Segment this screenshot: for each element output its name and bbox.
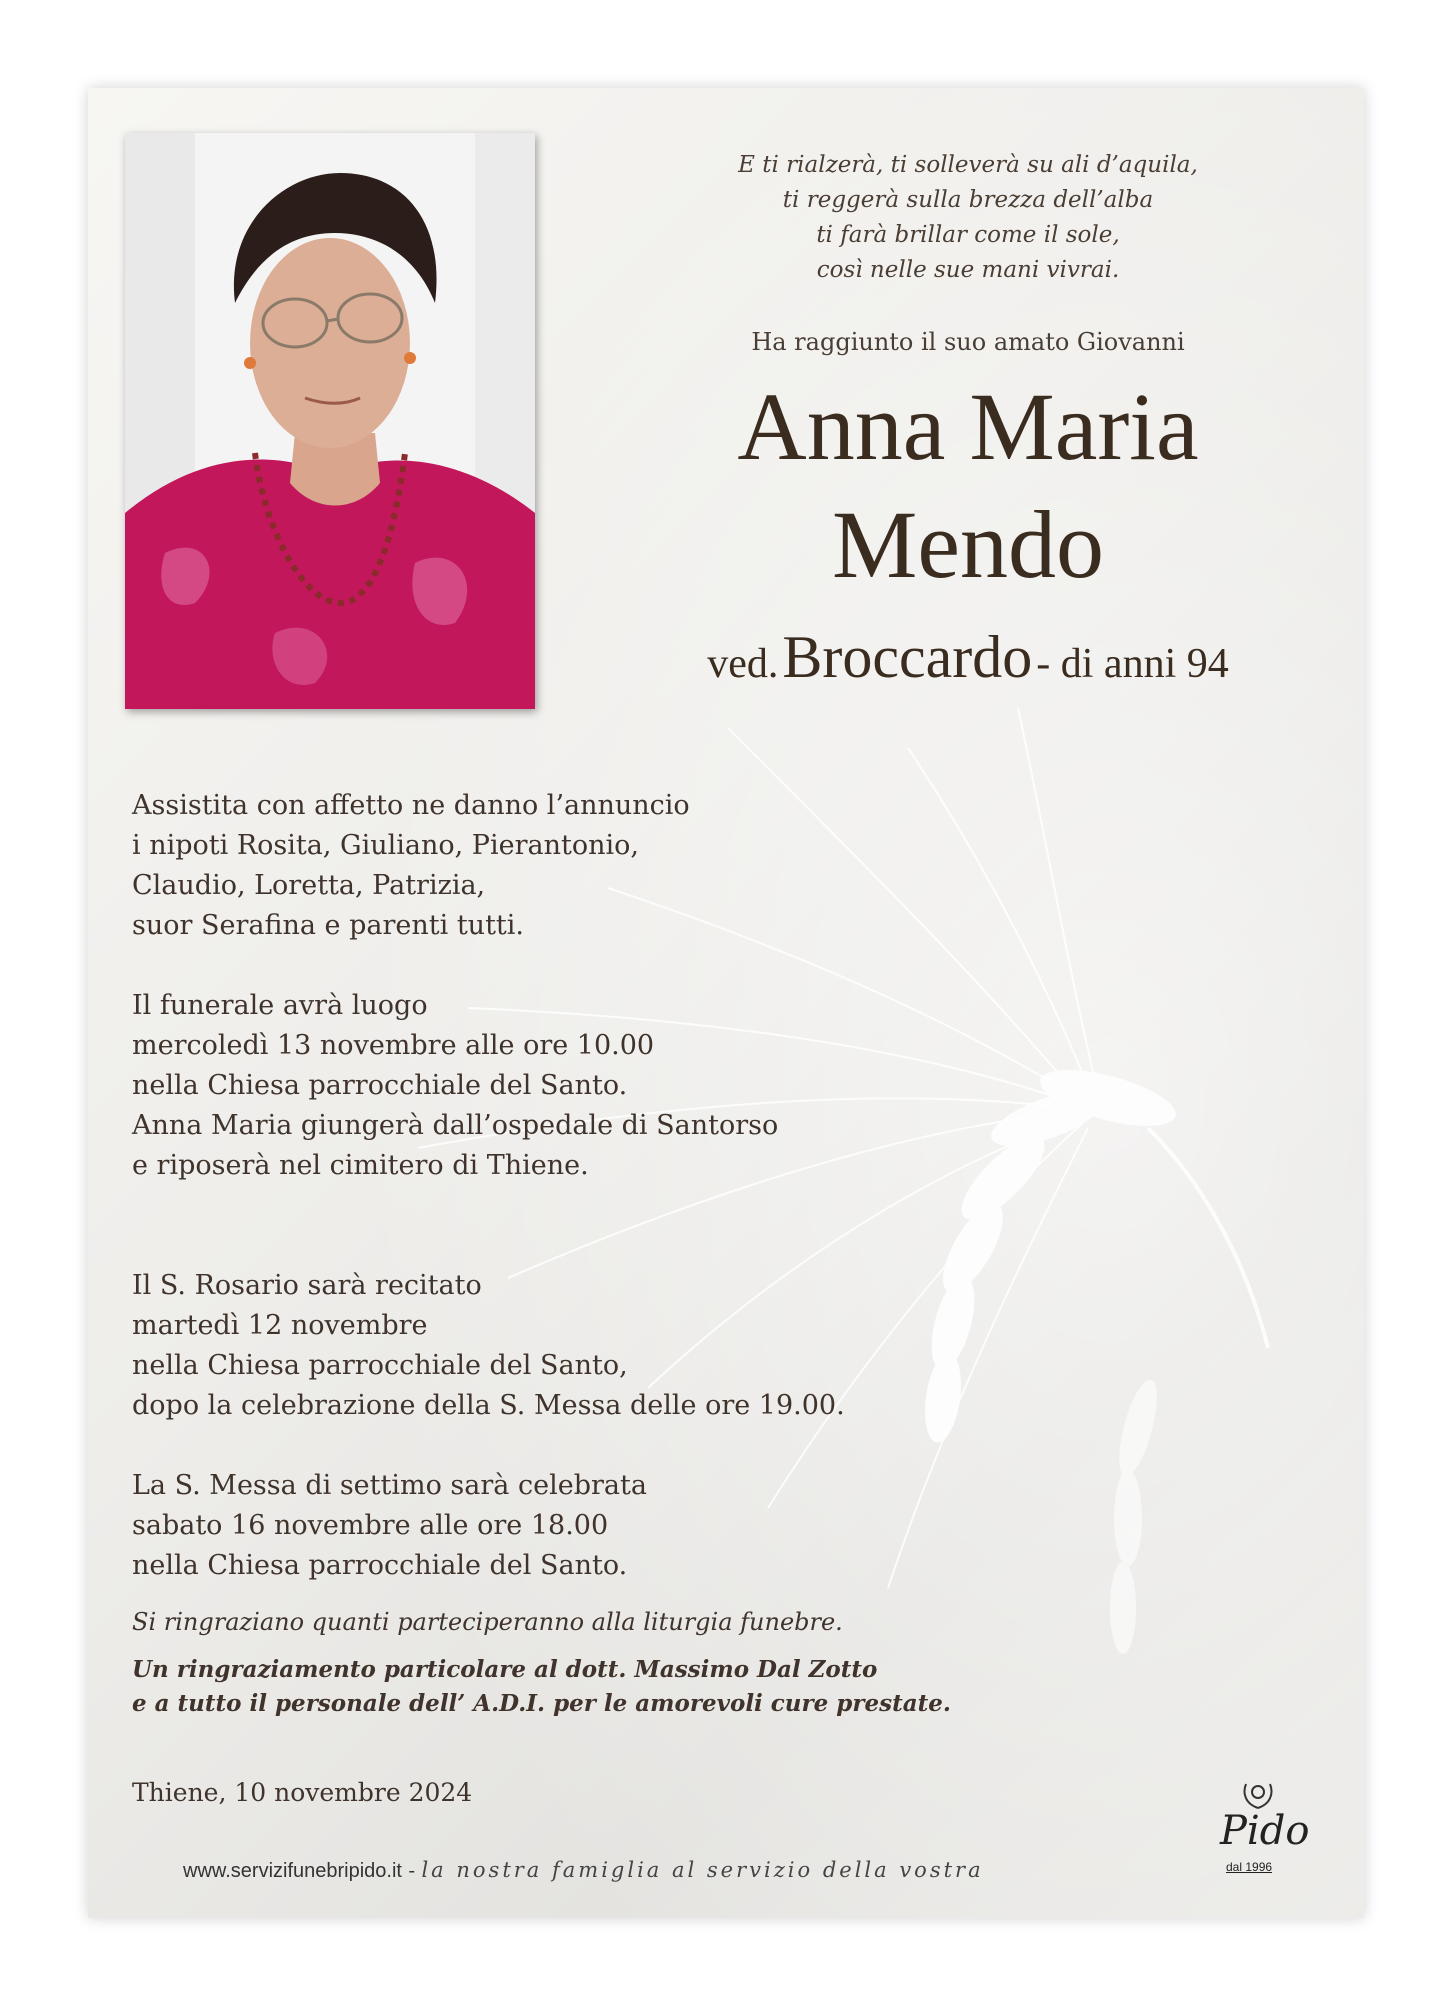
widow-line bbox=[608, 623, 1328, 692]
widow-prefix: ved. bbox=[707, 641, 779, 687]
website-link[interactable]: www.servizifunebripido.it bbox=[183, 1860, 402, 1882]
text-line: i nipoti Rosita, Giuliano, Pierantonio, bbox=[132, 830, 639, 861]
footer-separator: - bbox=[401, 1858, 422, 1882]
special-thanks bbox=[132, 1653, 951, 1721]
announcement-paragraph bbox=[132, 786, 932, 946]
first-name: Anna Maria bbox=[737, 373, 1199, 480]
poem-line: ti farà brillar come il sole, bbox=[816, 222, 1120, 248]
text-line: suor Serafina e parenti tutti. bbox=[132, 910, 524, 941]
obituary-card bbox=[88, 88, 1364, 1918]
text-line: nella Chiesa parrocchiale del Santo, bbox=[132, 1350, 628, 1381]
text-line: Il funerale avrà luogo bbox=[132, 990, 428, 1021]
text-line: La S. Messa di settimo sarà celebrata bbox=[132, 1470, 647, 1501]
deceased-photo bbox=[125, 133, 535, 709]
text-line: Il S. Rosario sarà recitato bbox=[132, 1270, 482, 1301]
text-line: Un ringraziamento particolare al dott. Massimo Dal Zotto bbox=[132, 1656, 878, 1683]
text-line: martedì 12 novembre bbox=[132, 1310, 428, 1341]
funeral-paragraph bbox=[132, 986, 932, 1186]
text-line: sabato 16 novembre alle ore 18.00 bbox=[132, 1510, 609, 1541]
text-line: e a tutto il personale dell’ A.D.I. per le amorevoli cure prestate. bbox=[132, 1690, 951, 1717]
text-line: dopo la celebrazione della S. Messa delle ore 19.00. bbox=[132, 1390, 845, 1421]
mass-paragraph bbox=[132, 1466, 932, 1586]
age-text: - di anni 94 bbox=[1036, 641, 1229, 687]
thanks-line: Si ringraziano quanti parteciperanno alla liturgia funebre. bbox=[132, 1608, 843, 1636]
text-line: Anna Maria giungerà dall’ospedale di Santorso bbox=[132, 1110, 779, 1141]
text-line: nella Chiesa parrocchiale del Santo. bbox=[132, 1550, 628, 1581]
footer-motto: la nostra famiglia al servizio della vostra bbox=[421, 1858, 984, 1882]
logo-name: Pido bbox=[1220, 1808, 1310, 1854]
place-date: Thiene, 10 novembre 2024 bbox=[132, 1778, 473, 1807]
intro-line: Ha raggiunto il suo amato Giovanni bbox=[751, 328, 1185, 356]
rosary-paragraph bbox=[132, 1266, 932, 1426]
text-line: nella Chiesa parrocchiale del Santo. bbox=[132, 1070, 628, 1101]
widow-surname: Broccardo bbox=[782, 624, 1033, 690]
text-line: e riposerà nel cimitero di Thiene. bbox=[132, 1150, 589, 1181]
poem-line: ti reggerà sulla brezza dell’alba bbox=[782, 187, 1154, 213]
footer bbox=[183, 1858, 984, 1883]
poem-verse bbox=[648, 148, 1288, 288]
text-line: Claudio, Loretta, Patrizia, bbox=[132, 870, 486, 901]
logo-since: dal 1996 bbox=[1226, 1860, 1273, 1874]
last-name: Mendo bbox=[832, 491, 1104, 598]
poem-line: E ti rialzerà, ti solleverà su ali d’aquila, bbox=[738, 152, 1198, 178]
poem-line: così nelle sue mani vivrai. bbox=[816, 257, 1120, 283]
text-line: Assistita con affetto ne danno l’annuncio bbox=[132, 790, 690, 821]
laurel-icon bbox=[1238, 1778, 1278, 1812]
text-line: mercoledì 13 novembre alle ore 10.00 bbox=[132, 1030, 655, 1061]
pido-logo bbox=[1208, 1778, 1318, 1878]
deceased-name bbox=[628, 368, 1308, 604]
